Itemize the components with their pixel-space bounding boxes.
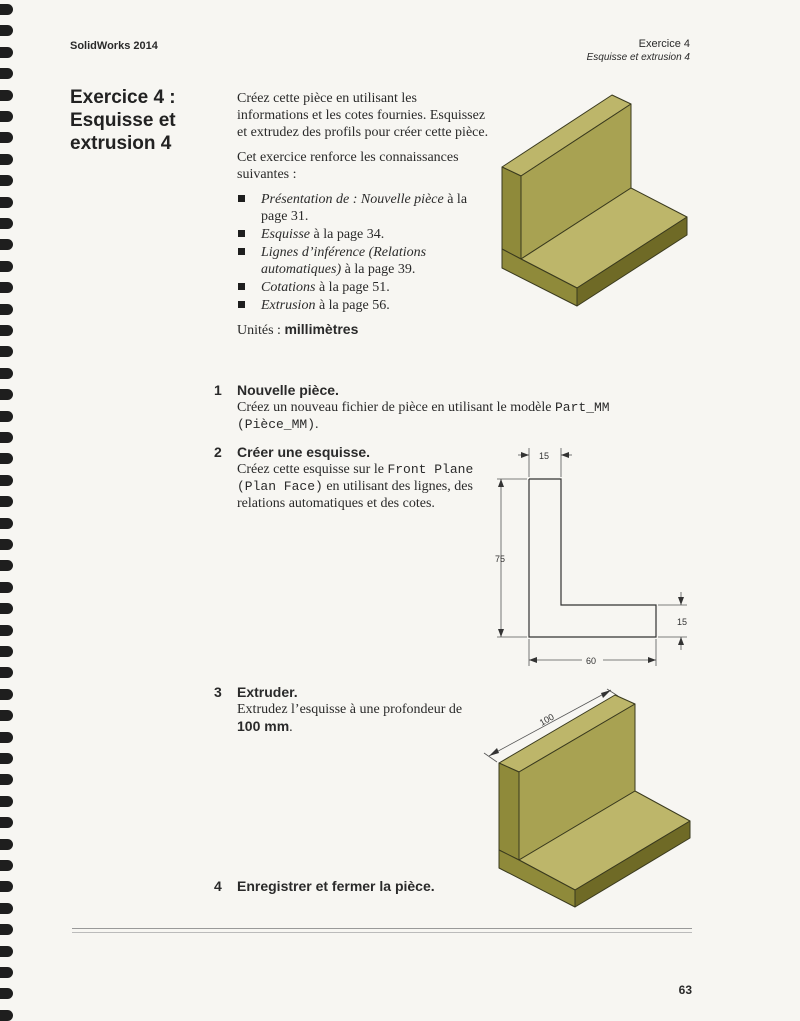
step-number: 2 <box>214 444 222 460</box>
skill-page: à la page 51. <box>315 280 390 295</box>
skill-link[interactable]: Esquisse <box>261 227 310 242</box>
step-number: 4 <box>214 878 222 894</box>
exercise-title-line: extrusion 4 <box>70 133 172 154</box>
dim-height: 75 <box>495 554 506 564</box>
skill-link[interactable]: Présentation de : Nouvelle pièce <box>261 192 444 207</box>
exercise-title-line: Exercice 4 : <box>70 87 176 108</box>
step-title: Enregistrer et fermer la pièce. <box>237 878 435 894</box>
intro-paragraph: Cet exercice renforce les connaissances suivantes : <box>237 150 459 182</box>
skill-link[interactable]: Lignes d’inférence (Relations automatiques) <box>261 245 427 277</box>
units-label: Unités : <box>237 323 281 338</box>
dim-bottom-thickness: 15 <box>677 617 688 627</box>
step-text-part: . <box>289 720 293 735</box>
step-4 <box>214 878 514 895</box>
step-text-part: en utilisant des lignes, des relations automatiques et des cotes. <box>237 479 473 511</box>
step-text-part: . <box>315 417 319 432</box>
intro-paragraph: Créez cette pièce en utilisant les informations et les cotes fournies. Esquissez et extrudez des profils pour créer cette pièce. <box>237 91 489 140</box>
step-number: 1 <box>214 382 222 398</box>
header-exercise-title: Exercice 4 <box>638 38 690 50</box>
step-text-part: Créez cette esquisse sur le <box>237 462 388 477</box>
step-title: Nouvelle pièce. <box>237 382 339 398</box>
units-value: millimètres <box>284 321 359 337</box>
exercise-title-line: Esquisse et <box>70 110 176 131</box>
step-text-part: Créez un nouveau fichier de pièce en utilisant le modèle <box>237 400 555 415</box>
skill-page: à la page 39. <box>341 262 416 277</box>
skill-page: à la page 56. <box>315 298 390 313</box>
plane-name: Front Plane (Plan Face) <box>237 462 474 494</box>
step-body <box>237 878 514 895</box>
skill-page: à la page 31. <box>261 192 468 224</box>
footer-rule <box>72 928 692 933</box>
skill-link[interactable]: Extrusion <box>261 298 316 313</box>
step-title: Extruder. <box>237 684 298 700</box>
dim-top-width: 15 <box>539 451 550 461</box>
template-name-fr: (Pièce_MM) <box>237 417 316 432</box>
skill-page: à la page 34. <box>310 227 385 242</box>
depth-value: 100 mm <box>237 718 290 734</box>
dim-base-width: 60 <box>586 656 597 666</box>
step-text-part: Extrudez l’esquisse à une profondeur de <box>237 702 463 717</box>
dim-extrude-depth: 100 <box>537 711 556 728</box>
template-name: Part_MM <box>554 400 610 415</box>
header-book-title: SolidWorks 2014 <box>70 40 158 52</box>
skill-link[interactable]: Cotations <box>261 280 316 295</box>
step-number: 3 <box>214 684 222 700</box>
header-exercise-subtitle: Esquisse et extrusion 4 <box>586 52 690 63</box>
step-title: Créer une esquisse. <box>237 444 371 460</box>
bracket-back-front-face <box>499 763 519 860</box>
page-number: 63 <box>678 983 692 997</box>
